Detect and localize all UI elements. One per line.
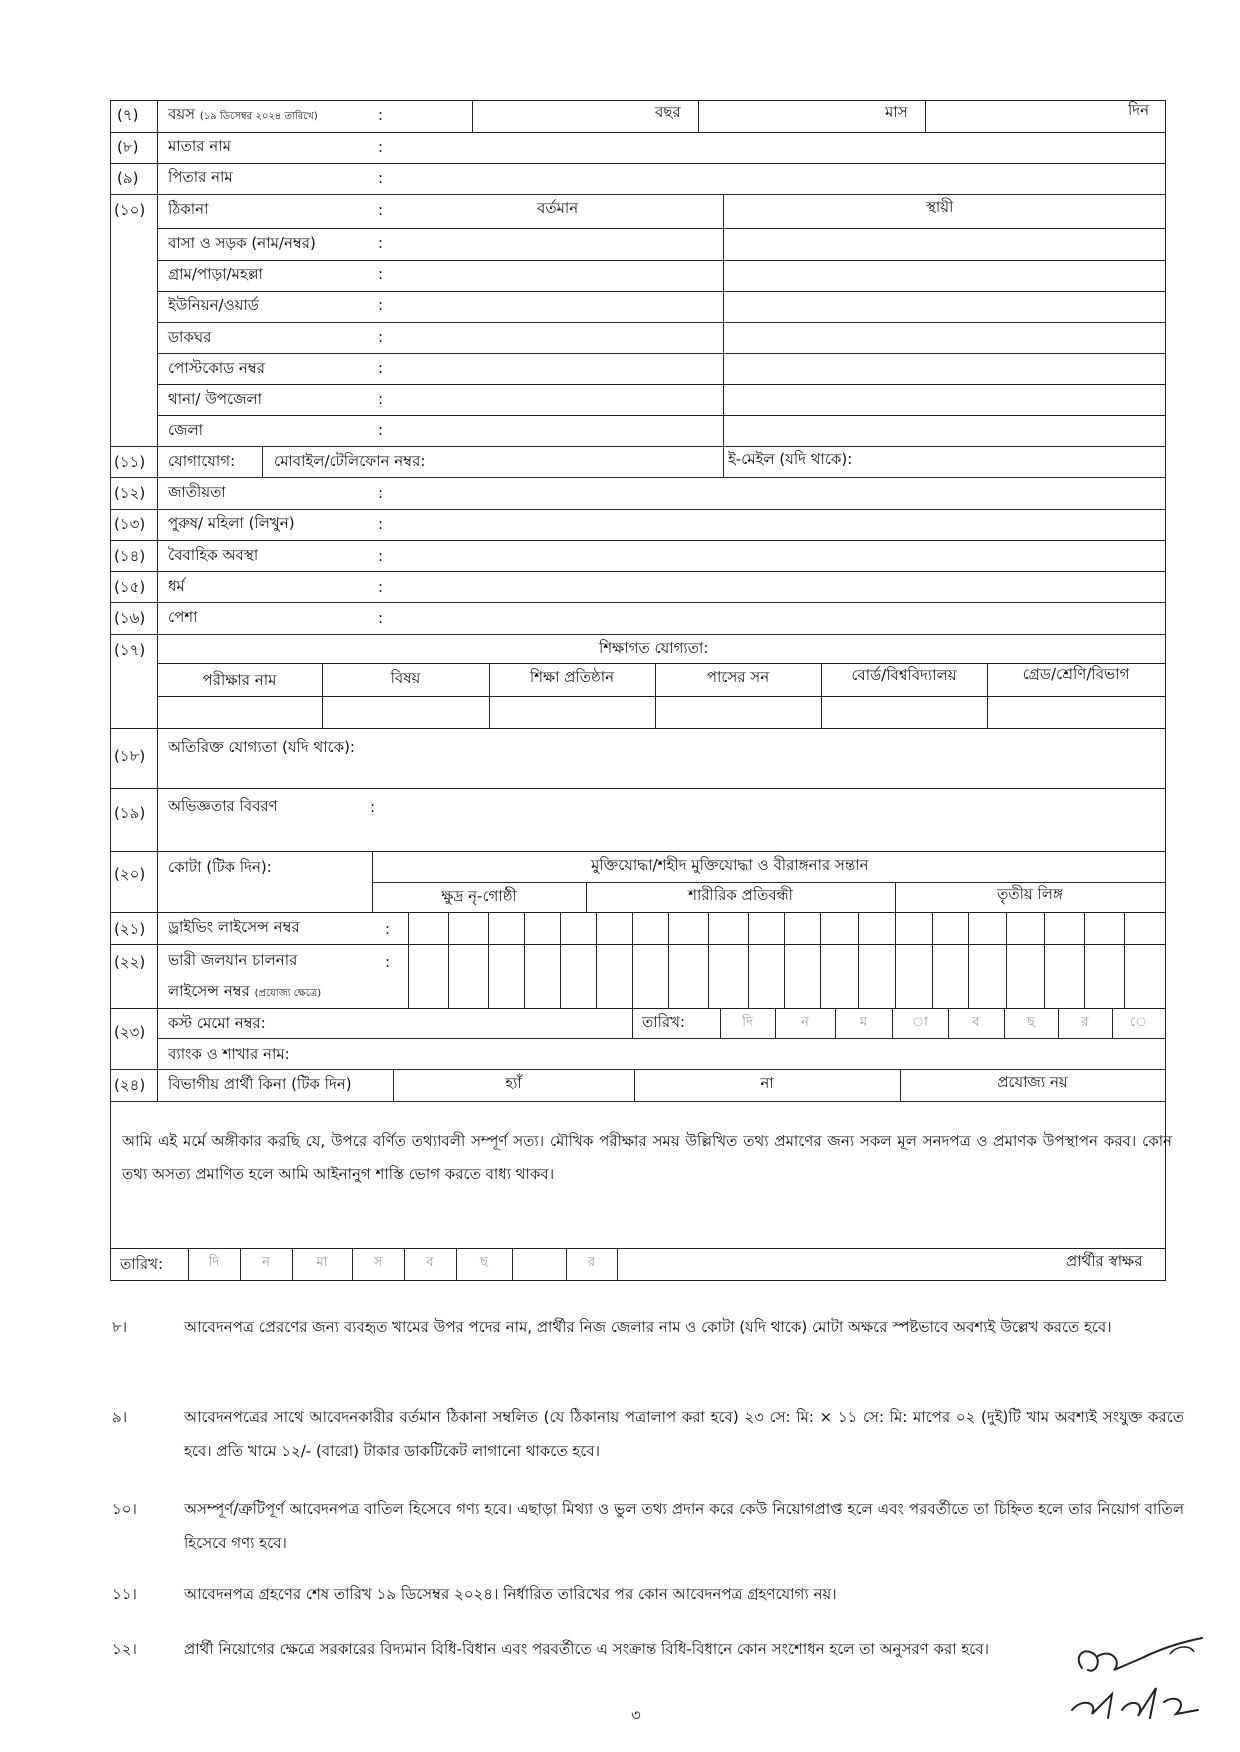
memo-date-box: ন bbox=[801, 1015, 809, 1030]
quota-disabled: শারীরিক প্রতিবন্ধী bbox=[688, 886, 793, 904]
instruction-text: অসম্পূর্ণ/ত্রুটিপূর্ণ আবেদনপত্র বাতিল হিসেবে গণ্য হবে। এছাড়া মিথ্যা ও ভুল তথ্য প্রদান করে কেউ নিয়োগপ্রাপ্ত হলে এবং পরবর্তীতে তা চিহ্নিত হলে তার নিয়োগ বাতিল হিসেবে গণ্য হবে। bbox=[184, 1500, 1184, 1552]
address-house-road-label: বাসা ও সড়ক (নাম/নম্বর) bbox=[168, 234, 316, 252]
religion-label: ধর্ম bbox=[168, 577, 185, 595]
permanent-address-header: স্থায়ী bbox=[926, 198, 954, 216]
memo-date-box: দি bbox=[742, 1015, 753, 1030]
education-header-board: বোর্ড/বিশ্ববিদ্যালয় bbox=[851, 666, 957, 684]
age-label bbox=[168, 107, 318, 122]
vessel-license-note: (প্রযোজ্য ক্ষেত্রে) bbox=[254, 988, 322, 999]
row-12-colon: : bbox=[378, 484, 384, 502]
row-16-colon: : bbox=[378, 609, 384, 627]
education-header-passing-year: পাসের সন bbox=[706, 668, 770, 686]
memo-date-box: ব bbox=[972, 1015, 980, 1030]
memo-date-label: তারিখ: bbox=[642, 1013, 686, 1031]
quota-third-gender: তৃতীয় লিঙ্গ bbox=[997, 885, 1063, 903]
instruction-number: ৮। bbox=[112, 1318, 128, 1336]
row-12-number: (১২) bbox=[114, 484, 146, 502]
signature-date-box: দি bbox=[208, 1255, 220, 1270]
quota-label: কোটা (টিক দিন): bbox=[168, 858, 272, 876]
education-header-grade: গ্রেড/শ্রেণি/বিভাগ bbox=[1022, 665, 1130, 683]
row-21-number: (২১) bbox=[114, 920, 146, 938]
vessel-license-label-line1: ভারী জলযান চালনার bbox=[168, 951, 298, 969]
departmental-not-applicable: প্রযোজ্য নয় bbox=[997, 1073, 1068, 1091]
row-8-number: (৮) bbox=[117, 138, 139, 156]
instruction-item bbox=[112, 1492, 1184, 1560]
instruction-number: ১১। bbox=[112, 1585, 137, 1603]
cost-memo-label: কস্ট মেমো নম্বর: bbox=[168, 1014, 266, 1032]
signature-date-box: ব bbox=[426, 1255, 434, 1270]
contact-label: যোগাযোগ: bbox=[168, 452, 236, 470]
memo-date-box: র bbox=[1081, 1015, 1089, 1030]
signature-date-box: র bbox=[587, 1255, 596, 1270]
address-union-ward-label: ইউনিয়ন/ওয়ার্ড bbox=[168, 296, 259, 314]
colon: : bbox=[378, 265, 384, 283]
row-21-colon: : bbox=[385, 920, 391, 938]
instruction-text: আবেদনপত্র গ্রহণের শেষ তারিখ ১৯ ডিসেম্বর ২০২৪। নির্ধারিত তারিখের পর কোন আবেদনপত্র গ্রহণযোগ্য নয়। bbox=[184, 1585, 837, 1603]
memo-date-box: ম bbox=[859, 1015, 868, 1030]
quota-ethnic-minority: ক্ষুদ্র নৃ-গোষ্ঠী bbox=[441, 887, 517, 905]
departmental-no: না bbox=[760, 1074, 774, 1092]
row-15-number: (১৫) bbox=[114, 578, 146, 596]
candidate-signature-label: প্রার্থীর স্বাক্ষর bbox=[1066, 1252, 1143, 1270]
row-13-number: (১৩) bbox=[114, 515, 146, 533]
day-label: দিন bbox=[1128, 101, 1150, 119]
education-header-institution: শিক্ষা প্রতিষ্ঠান bbox=[529, 668, 615, 686]
driving-license-label: ড্রাইভিং লাইসেন্স নম্বর bbox=[168, 918, 300, 936]
row-8-colon: : bbox=[378, 138, 384, 156]
mobile-number-label: মোবাইল/টেলিফোন নম্বর: bbox=[274, 452, 426, 470]
signature-date-box: মা bbox=[316, 1255, 328, 1270]
row-10-number: (১০) bbox=[114, 201, 146, 219]
row-14-number: (১৪) bbox=[114, 547, 146, 565]
row-16-number: (১৬) bbox=[114, 609, 146, 627]
row-14-colon: : bbox=[378, 547, 384, 565]
row-15-colon: : bbox=[378, 578, 384, 596]
vessel-license-label-text: লাইসেন্স নম্বর bbox=[168, 982, 250, 1000]
memo-date-box: ছ bbox=[1027, 1015, 1035, 1030]
additional-qualification-label: অতিরিক্ত যোগ্যতা (যদি থাকে): bbox=[168, 738, 355, 756]
address-postcode-label: পোস্টকোড নম্বর bbox=[168, 359, 265, 377]
address-village-label: গ্রাম/পাড়া/মহল্লা bbox=[168, 265, 263, 283]
month-label: মাস bbox=[885, 103, 908, 121]
memo-date-box: ে bbox=[1129, 1015, 1148, 1030]
colon: : bbox=[378, 421, 384, 439]
email-label: ই-মেইল (যদি থাকে): bbox=[728, 450, 853, 468]
instruction-text: আবেদনপত্র প্রেরণের জন্য ব্যবহৃত খামের উপর পদের নাম, প্রার্থীর নিজ জেলার নাম ও কোটা (যদি থাকে) মোটা অক্ষরে স্পষ্টভাবে অবশ্যই উল্লেখ করতে হবে। bbox=[184, 1318, 1112, 1336]
education-header-subject: বিষয় bbox=[390, 669, 421, 687]
row-22-number: (২২) bbox=[114, 953, 146, 971]
instruction-number: ১২। bbox=[112, 1640, 137, 1658]
row-22-colon: : bbox=[385, 953, 391, 971]
colon: : bbox=[378, 296, 384, 314]
signature-date-box: ন bbox=[262, 1255, 270, 1270]
quota-freedom-fighter: মুক্তিযোদ্ধা/শহীদ মুক্তিযোদ্ধা ও বীরাঙ্গনার সন্তান bbox=[591, 856, 869, 874]
row-10-colon: : bbox=[378, 201, 384, 219]
row-13-colon: : bbox=[378, 515, 384, 533]
bank-branch-label: ব্যাংক ও শাখার নাম: bbox=[168, 1045, 290, 1063]
instruction-number: ৯। bbox=[112, 1408, 128, 1426]
memo-date-box: া bbox=[912, 1015, 928, 1030]
age-label-note: (১৯ ডিসেম্বর ২০২৪ তারিখে) bbox=[199, 111, 318, 122]
row-19-colon: : bbox=[370, 798, 376, 816]
marital-status-label: বৈবাহিক অবস্থা bbox=[168, 546, 259, 564]
mother-name-label: মাতার নাম bbox=[168, 137, 231, 155]
gender-label: পুরুষ/ মহিলা (লিখুন) bbox=[168, 514, 295, 532]
colon: : bbox=[378, 234, 384, 252]
row-18-number: (১৮) bbox=[114, 747, 146, 765]
age-label-text: বয়স bbox=[168, 105, 196, 123]
instruction-item bbox=[112, 1632, 1184, 1666]
colon: : bbox=[378, 390, 384, 408]
education-title: শিক্ষাগত যোগ্যতা: bbox=[599, 639, 709, 657]
colon: : bbox=[378, 359, 384, 377]
row-20-number: (২০) bbox=[114, 865, 146, 883]
experience-label: অভিজ্ঞতার বিবরণ bbox=[168, 797, 278, 815]
instruction-number: ১০। bbox=[112, 1500, 137, 1518]
row-23-number: (২৩) bbox=[114, 1023, 146, 1041]
row-11-number: (১১) bbox=[114, 453, 146, 471]
row-9-number: (৯) bbox=[117, 169, 139, 187]
address-label: ঠিকানা bbox=[168, 200, 209, 218]
instruction-item bbox=[112, 1577, 1184, 1611]
instruction-item bbox=[112, 1310, 1184, 1378]
signature-date-label: তারিখ: bbox=[120, 1255, 164, 1273]
instruction-item bbox=[112, 1400, 1184, 1468]
page-number: ৩ bbox=[631, 1706, 641, 1724]
departmental-yes: হ্যাঁ bbox=[505, 1074, 522, 1092]
signature-date-box: ছ bbox=[480, 1255, 488, 1270]
year-label: বছর bbox=[655, 103, 681, 121]
address-district-label: জেলা bbox=[168, 421, 204, 439]
address-thana-upazila-label: থানা/ উপজেলা bbox=[168, 390, 263, 408]
father-name-label: পিতার নাম bbox=[168, 168, 233, 186]
address-post-office-label: ডাকঘর bbox=[168, 328, 212, 346]
present-address-header: বর্তমান bbox=[537, 199, 579, 217]
education-header-exam: পরীক্ষার নাম bbox=[202, 671, 277, 689]
colon: : bbox=[378, 328, 384, 346]
occupation-label: পেশা bbox=[168, 608, 198, 626]
declaration-text: আমি এই মর্মে অঙ্গীকার করছি যে, উপরে বর্ণিত তথ্যাবলী সম্পূর্ণ সত্য। মৌখিক পরীক্ষার সময় উল্লিখিত তথ্য প্রমাণের জন্য সকল মূল সনদপত্র ও প্রমাণক উপস্থাপন করব। কোন তথ্য অসত্য প্রমাণিত হলে আমি আইনানুগ শাস্তি ভোগ করতে বাধ্য থাকব। bbox=[122, 1132, 1172, 1183]
row-7-number: (৭) bbox=[117, 106, 139, 124]
signature-date-box: স bbox=[373, 1255, 383, 1270]
row-9-colon: : bbox=[378, 169, 384, 187]
row-7-colon: : bbox=[378, 106, 384, 124]
instruction-text: প্রার্থী নিয়োগের ক্ষেত্রে সরকারের বিদ্যমান বিধি-বিধান এবং পরবর্তীতে এ সংক্রান্ত বিধি-বিধানে কোন সংশোধন হলে তা অনুসরণ করা হবে। bbox=[184, 1640, 989, 1658]
vessel-license-label-line2 bbox=[168, 984, 321, 999]
row-17-number: (১৭) bbox=[114, 641, 146, 659]
instruction-text: আবেদনপত্রের সাথে আবেদনকারীর বর্তমান ঠিকানা সম্বলিত (যে ঠিকানায় পত্রালাপ করা হবে) ২৩ সে: মি: × ১১ সে: মি: মাপের ০২ (দুই)টি খাম অবশ্যই সংযুক্ত করতে হবে। প্রতি খামে ১২/- (বারো) টাকার ডাকটিকেট লাগানো থাকতে হবে। bbox=[184, 1408, 1184, 1460]
row-19-number: (১৯) bbox=[114, 804, 146, 822]
row-24-number: (২৪) bbox=[114, 1076, 146, 1094]
handwritten-signature-icon bbox=[1052, 1618, 1212, 1738]
nationality-label: জাতীয়তা bbox=[168, 483, 226, 501]
departmental-candidate-label: বিভাগীয় প্রার্থী কিনা (টিক দিন) bbox=[168, 1075, 352, 1093]
